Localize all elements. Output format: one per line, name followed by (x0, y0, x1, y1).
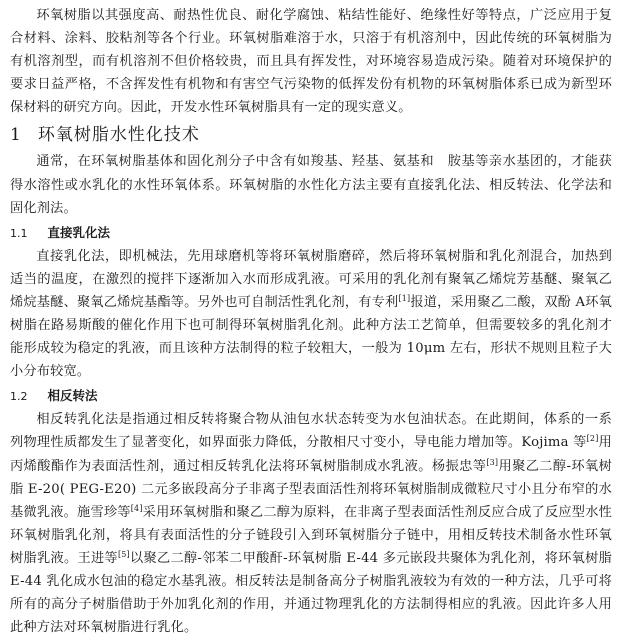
ref-1: [1] (398, 293, 411, 303)
section-1-title: 环氧树脂水性化技术 (37, 125, 200, 146)
ref-3: [3] (486, 457, 499, 467)
s12-text-a: 相反转乳化法是指通过相反转将聚合物从油包水状态转变为水包油状态。在此期间，体系的一系列物理性质都发生了显著变化，如界面张力降低，分散相尺寸变小，导电能力增加等。Kojima 等 (10, 412, 612, 451)
intro-paragraph: 环氧树脂以其强度高、耐热性优良、耐化学腐蚀、粘结性能好、绝缘性好等特点，广泛应用于复合材料、涂料、胶粘剂等各个行业。环氧树脂难溶于水，只溶于有机溶剂中，因此传统的环氧树脂为有机溶剂型，而有机溶剂不但价格较贵，而且具有挥发性，对环境容易造成污染。随着对环境保护的要求日益严格，不含挥发性有机物和有害空气污染物的低挥发份有机物的环氧树脂体系已成为新型环保材料的研究方向。因此，开发水性环氧树脂具有一定的现实意义。 (10, 8, 612, 116)
s12-text-e: 以聚乙二醇-邻苯二甲酸酐-环氧树脂 E-44 多元嵌段共聚体为乳化剂，将环氧树脂 E-44 乳化成水包油的稳定水基乳液。相反转法是制备高分子树脂乳液较为有效的一种方法，几乎可将所有的高分子树脂借助于外加乳化剂的作用，并通过物理乳化的方法制得相应的乳液。因此许多人用此种方法对环氧树脂进行乳化。 (10, 550, 612, 636)
section-1-1-heading (10, 222, 612, 245)
s11-text-a: 直接乳化法，即机械法，先用球磨机等将环氧树脂磨碎，然后将环氧树脂和乳化剂混合，加热到适当的温度，在激烈的搅拌下逐渐加入水而形成乳液。可采用的乳化剂有聚氧乙烯烷芳基醚、聚氧乙烯烷基醚、聚氧乙烯烷基酯等。另外也可自制活性乳化剂，有专利 (10, 248, 612, 310)
section-1-number: 1 (10, 125, 22, 146)
s12-text-d: 采用环氧树脂和聚乙二醇为原料，在非离子型表面活性剂反应合成了反应型水性环氧树脂乳化剂，将具有表面活性的分子链段引入到环氧树脂分子链中，用相反转技术制备水性环氧树脂乳液。王进等 (10, 504, 612, 566)
section-1-2-heading (10, 385, 612, 408)
s11-text-b: 报道，采用聚乙二酸，双酚 A环氧树脂在路易斯酸的催化作用下也可制得环氧树脂乳化剂。此种方法工艺简单，但需要较多的乳化剂才能形成较为稳定的乳液，而且该种方法制得的粒子较粗大，一般为 10μm 左右，形状不规则且粒子大小分布较宽。 (10, 294, 612, 380)
section-1-1-number: 1.1 (10, 226, 28, 240)
s12-text-c: 用聚乙二醇-环氧树脂 E-20( PEG-E20) 二元多嵌段高分子非离子型表面活性剂将环氧树脂制成微粒尺寸小且分布窄的水基微乳液。施雪珍等 (10, 458, 612, 520)
section-1-paragraph: 通常，在环氧树脂基体和固化剂分子中含有如羧基、羟基、氨基和 胺基等亲水基团的，才能获得水溶性或水乳化的水性环氧体系。环氧树脂的水性化方法主要有直接乳化法、相反转法、化学法和固化剂法。 (10, 154, 612, 216)
section-1-2-title: 相反转法 (47, 388, 98, 404)
ref-4: [4] (130, 503, 143, 513)
ref-5: [5] (117, 549, 130, 559)
section-1-1-title: 直接乳化法 (47, 224, 111, 240)
s12-text-b: 用丙烯酸酯作为表面活性剂，通过相反转乳化法将环氧树脂制成水乳液。杨振忠等 (10, 435, 613, 474)
ref-2: [2] (586, 434, 599, 444)
section-1-2-paragraph (10, 408, 612, 639)
section-1-1-paragraph (10, 245, 612, 384)
paper-page (10, 4, 612, 639)
section-1-heading (10, 123, 612, 147)
section-1-2-number: 1.2 (10, 390, 28, 404)
